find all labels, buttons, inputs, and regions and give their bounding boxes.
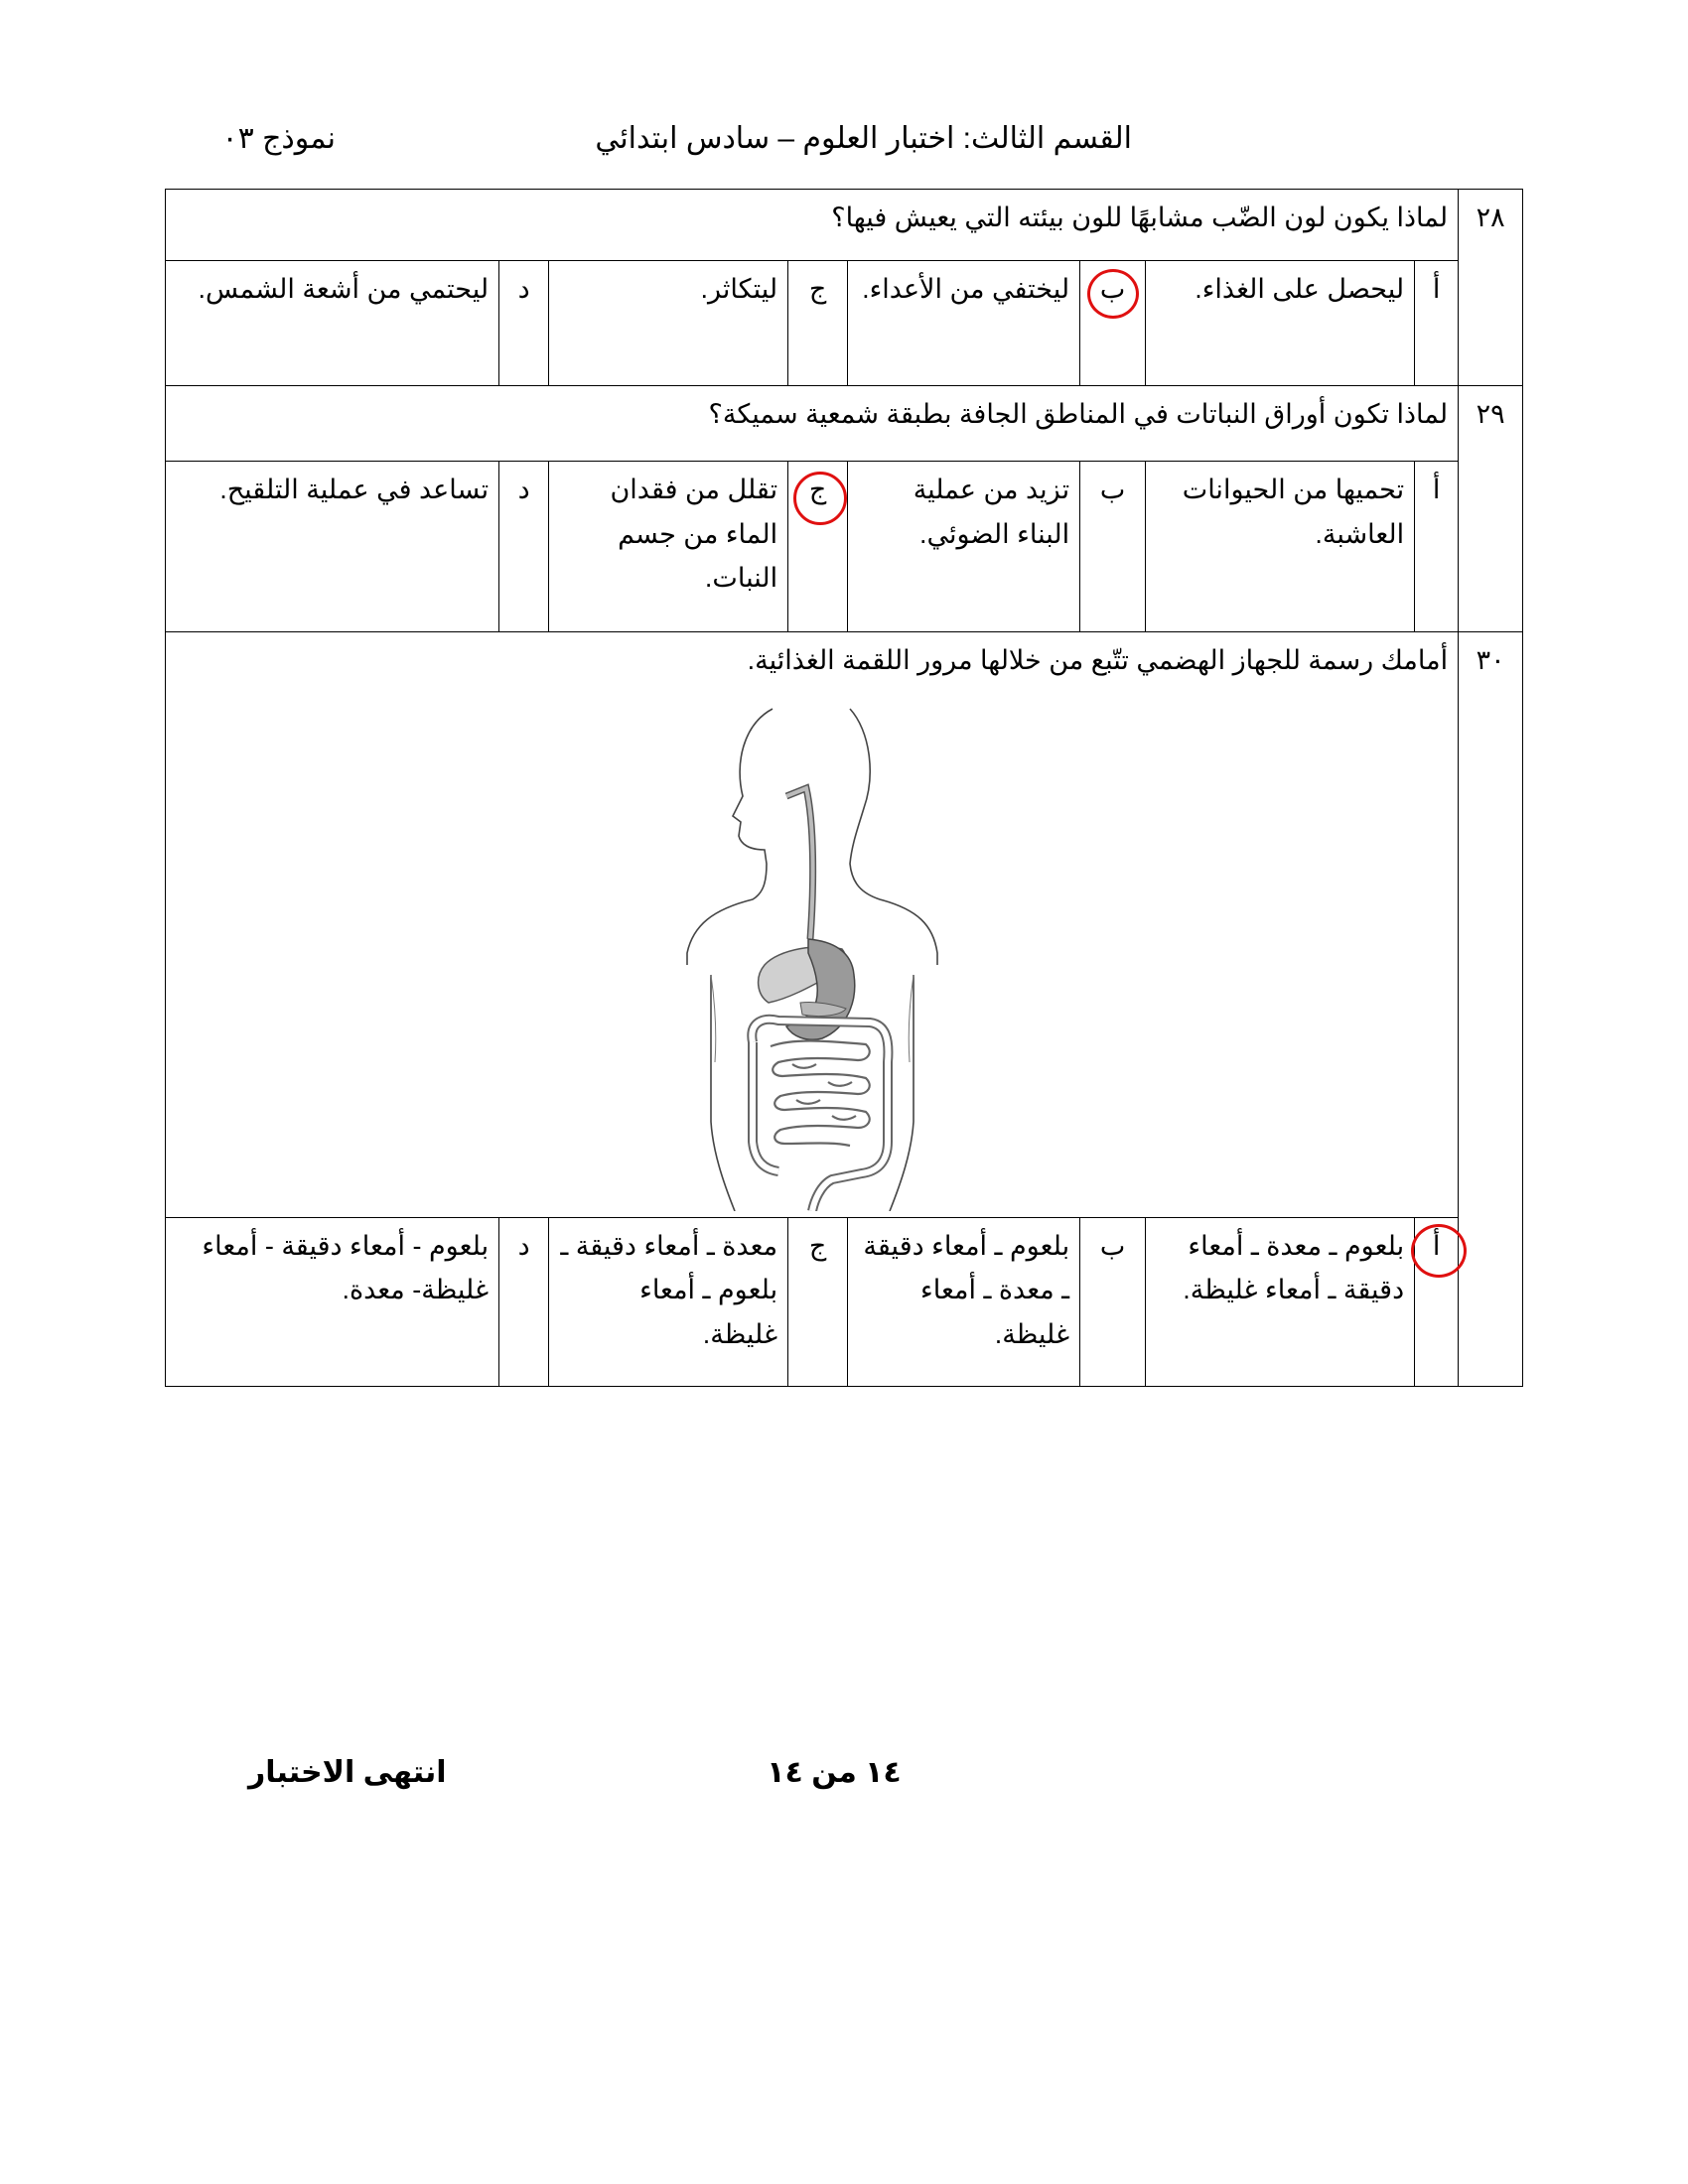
option-letter[interactable]: ج xyxy=(788,1217,848,1386)
question-text: لماذا تكون أوراق النباتات في المناطق الجافة بطبقة شمعية سميكة؟ xyxy=(166,386,1459,462)
option-text: تحميها من الحيوانات العاشبة. xyxy=(1146,462,1415,632)
option-letter[interactable]: ج xyxy=(788,261,848,386)
page-number: ١٤ من ١٤ xyxy=(767,1756,902,1789)
option-text: تساعد في عملية التلقيح. xyxy=(166,462,499,632)
option-letter[interactable]: أ xyxy=(1415,462,1459,632)
option-text: تقلل من فقدان الماء من جسم النبات. xyxy=(549,462,788,632)
option-text: معدة ـ أمعاء دقيقة ـ بلعوم ـ أمعاء غليظة. xyxy=(549,1217,788,1386)
options-row-30 xyxy=(166,1217,1523,1386)
option-text: بلعوم ـ أمعاء دقيقة ـ معدة ـ أمعاء غليظة. xyxy=(848,1217,1080,1386)
question-row-28 xyxy=(166,190,1523,261)
option-letter[interactable]: د xyxy=(499,462,549,632)
exam-model-number: نموذج ٠٣ xyxy=(221,122,336,155)
question-text: أمامك رسمة للجهاز الهضمي تتّبع من خلالها مرور اللقمة الغذائية. xyxy=(747,645,1449,675)
question-number: ٣٠ xyxy=(1459,632,1523,1387)
small-intestine-icon xyxy=(771,1040,870,1146)
option-text: ليختفي من الأعداء. xyxy=(848,261,1080,386)
option-text: بلعوم ـ معدة ـ أمعاء دقيقة ـ أمعاء غليظة. xyxy=(1146,1217,1415,1386)
option-letter-marked[interactable] xyxy=(788,462,848,632)
option-letter[interactable]: ب xyxy=(1080,1217,1146,1386)
question-text-with-diagram xyxy=(166,632,1459,1218)
question-row-30 xyxy=(166,632,1523,1218)
option-text: بلعوم - أمعاء دقيقة - أمعاء غليظة- معدة. xyxy=(166,1217,499,1386)
question-number: ٢٨ xyxy=(1459,190,1523,386)
option-text: تزيد من عملية البناء الضوئي. xyxy=(848,462,1080,632)
question-row-29 xyxy=(166,386,1523,462)
option-letter-label: أ xyxy=(1432,1230,1441,1261)
option-text: ليحصل على الغذاء. xyxy=(1146,261,1415,386)
exam-end-text: انتهى الاختبار xyxy=(248,1756,447,1789)
options-row-28 xyxy=(166,261,1523,386)
option-letter-marked[interactable] xyxy=(1415,1217,1459,1386)
option-letter-label: ج xyxy=(808,475,827,504)
question-number: ٢٩ xyxy=(1459,386,1523,632)
option-letter[interactable]: ب xyxy=(1080,462,1146,632)
options-row-29 xyxy=(166,462,1523,632)
option-letter[interactable]: د xyxy=(499,261,549,386)
option-letter[interactable]: د xyxy=(499,1217,549,1386)
option-text: ليتكاثر. xyxy=(549,261,788,386)
question-text: لماذا يكون لون الضّب مشابهًا للون بيئته التي يعيش فيها؟ xyxy=(166,190,1459,261)
option-letter[interactable]: أ xyxy=(1415,261,1459,386)
exam-section-title: القسم الثالث: اختبار العلوم – سادس ابتدائي xyxy=(595,122,1132,155)
digestive-system-diagram xyxy=(683,705,941,1211)
option-text: ليحتمي من أشعة الشمس. xyxy=(166,261,499,386)
questions-table xyxy=(165,189,1523,1387)
option-letter-label: ب xyxy=(1099,274,1126,304)
option-letter-marked[interactable] xyxy=(1080,261,1146,386)
